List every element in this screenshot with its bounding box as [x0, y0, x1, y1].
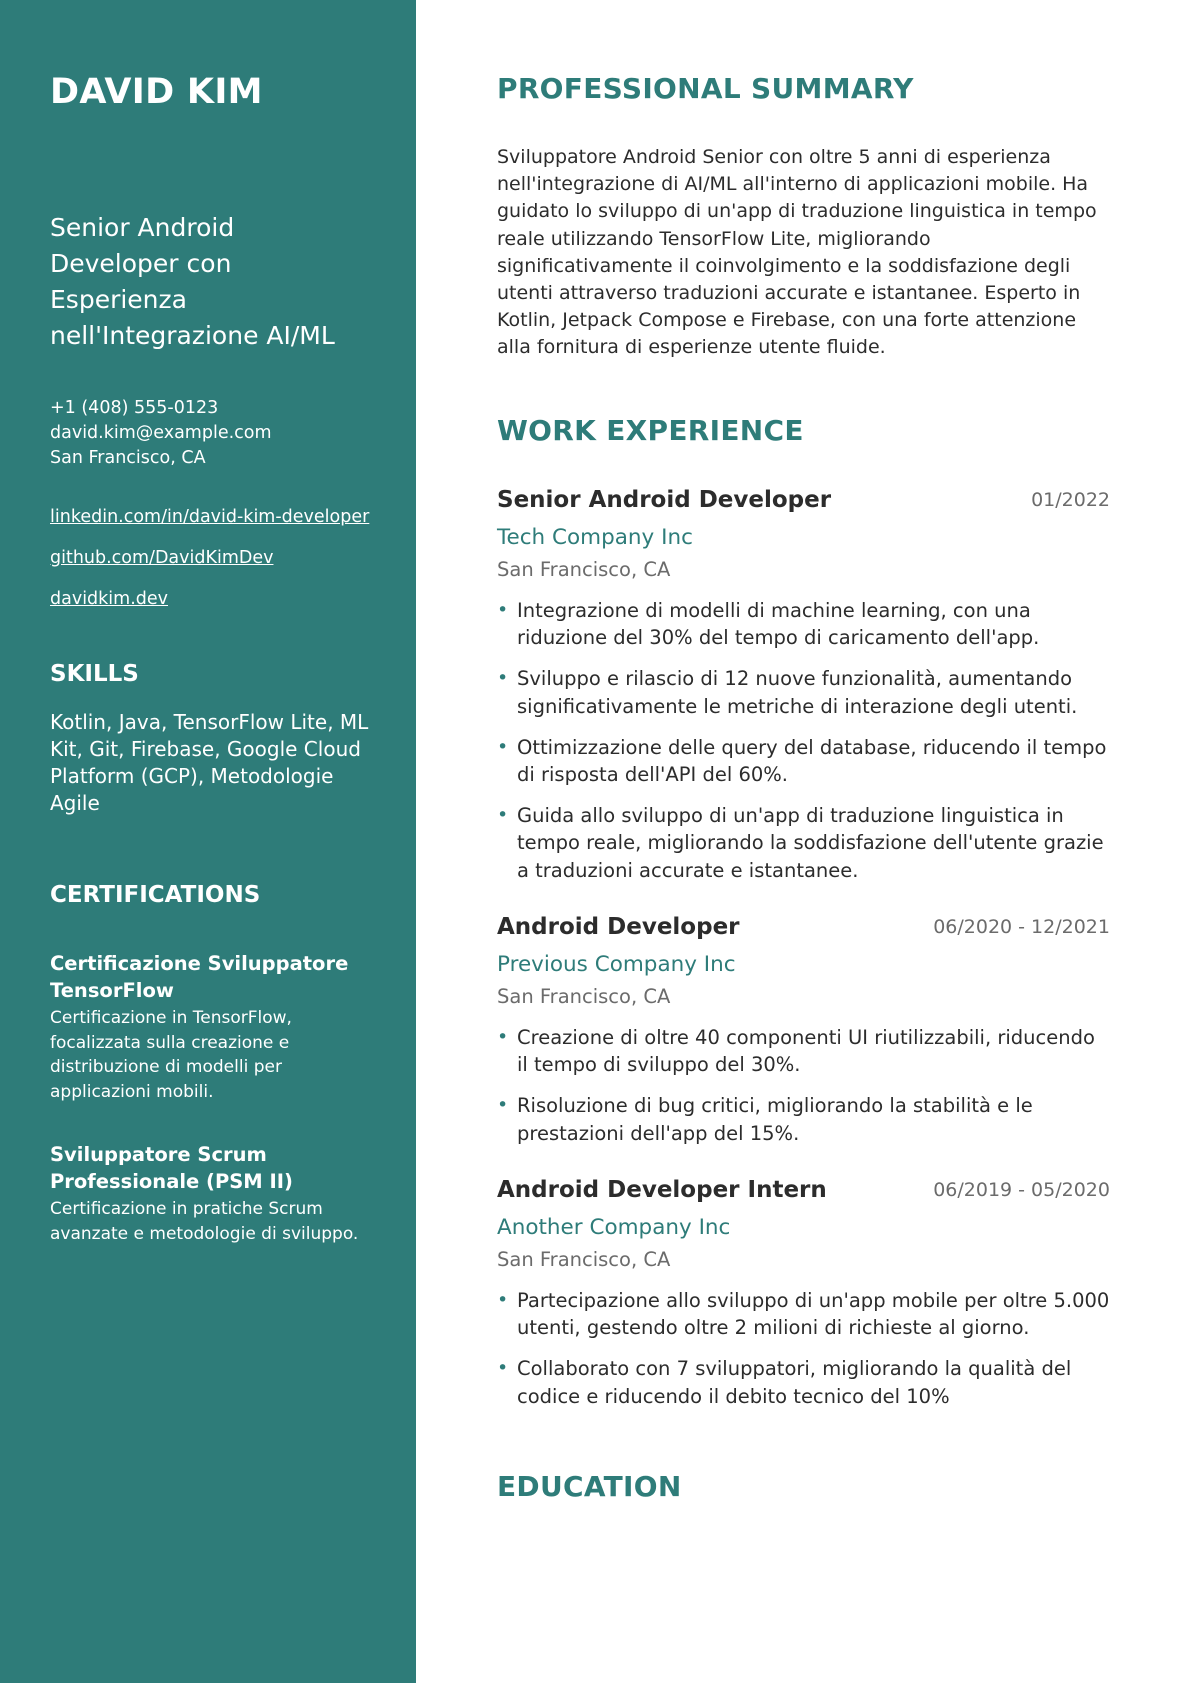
- job-location: San Francisco, CA: [497, 558, 671, 581]
- job-date: 06/2020 - 12/2021: [933, 916, 1110, 938]
- job-bullets: [497, 597, 1110, 884]
- headline: Senior Android Developer con Esperienza nell'Integrazione AI/ML: [50, 213, 335, 350]
- certification-title: Certificazione Sviluppatore TensorFlow: [50, 952, 349, 1002]
- github-link[interactable]: github.com/DavidKimDev: [50, 548, 274, 568]
- bullet-icon: •: [497, 1289, 509, 1311]
- summary-heading: PROFESSIONAL SUMMARY: [497, 72, 914, 105]
- job-entry: [497, 487, 1110, 898]
- certifications-heading: CERTIFICATIONS: [50, 882, 261, 908]
- bullet-icon: •: [497, 599, 509, 621]
- bullet-icon: •: [497, 804, 509, 827]
- candidate-name: DAVID KIM: [50, 72, 263, 112]
- list-item: • Collaborato con 7 sviluppatori, migliorando la qualità del codice e riducendo il debito tecnico del 10%: [497, 1357, 1072, 1408]
- job-entry: [497, 1177, 1110, 1424]
- list-item: • Integrazione di modelli di machine learning, con una riduzione del 30% del tempo di caricamento dell'app.: [497, 599, 1040, 650]
- main-content: [416, 0, 1190, 1683]
- list-item: • Sviluppo e rilascio di 12 nuove funzionalità, aumentando significativamente le metriche di interazione degli utenti.: [497, 667, 1078, 718]
- job-date: 06/2019 - 05/2020: [933, 1179, 1110, 1201]
- certification-title: Sviluppatore Scrum Professionale (PSM II): [50, 1143, 293, 1193]
- certification-description: Certificazione in TensorFlow, focalizzata sulla creazione e distribuzione di modelli per applicazioni mobili.: [50, 1008, 292, 1102]
- bullet-icon: •: [497, 1094, 509, 1117]
- list-item: • Partecipazione allo sviluppo di un'app mobile per oltre 5.000 utenti, gestendo oltre 2 milioni di richieste al giorno.: [497, 1289, 1110, 1340]
- skills-list: Kotlin, Java, TensorFlow Lite, ML Kit, Git, Firebase, Google Cloud Platform (GCP), Metodologie Agile: [50, 710, 369, 815]
- company-name: Another Company Inc: [497, 1215, 731, 1240]
- location: San Francisco, CA: [50, 448, 206, 468]
- list-item: • Creazione di oltre 40 componenti UI riutilizzabili, riducendo il tempo di sviluppo del 30%.: [497, 1026, 1095, 1077]
- contact-info: [50, 396, 272, 471]
- linkedin-link[interactable]: linkedin.com/in/david-kim-developer: [50, 507, 370, 527]
- job-bullets: [497, 1287, 1110, 1410]
- list-item: • Risoluzione di bug critici, migliorando la stabilità e le prestazioni dell'app del 15%.: [497, 1094, 1033, 1145]
- skills-heading: SKILLS: [50, 661, 139, 687]
- job-bullets: [497, 1024, 1110, 1147]
- job-date: 01/2022: [1031, 489, 1110, 511]
- certification-item: [50, 1141, 370, 1246]
- bullet-icon: •: [497, 667, 509, 690]
- bullet-icon: •: [497, 1026, 509, 1048]
- job-location: San Francisco, CA: [497, 985, 671, 1008]
- education-heading: EDUCATION: [497, 1470, 682, 1503]
- list-item: • Guida allo sviluppo di un'app di traduzione linguistica in tempo reale, migliorando la soddisfazione dell'utente grazie a traduzioni accurate e istantanee.: [497, 804, 1104, 882]
- company-name: Previous Company Inc: [497, 952, 736, 977]
- job-title: Android Developer: [497, 914, 740, 940]
- job-location: San Francisco, CA: [497, 1248, 671, 1271]
- certification-description: Certificazione in pratiche Scrum avanzate e metodologie di sviluppo.: [50, 1199, 359, 1244]
- email: david.kim@example.com: [50, 423, 272, 443]
- sidebar: [0, 0, 416, 1683]
- list-item: • Ottimizzazione delle query del database, riducendo il tempo di risposta dell'API del 60%.: [497, 735, 1107, 787]
- job-title: Android Developer Intern: [497, 1177, 827, 1203]
- summary-text: Sviluppatore Android Senior con oltre 5 anni di esperienza nell'integrazione di AI/ML all'interno di applicazioni mobile. Ha guidato lo sviluppo di un'app di traduzione linguistica in tempo reale utilizzando TensorFlow Lite, migliorando significativamente il coinvolgimento e la soddisfazione degli utenti attraverso traduzioni accurate e istantanee. Esperto in Kotlin, Jetpack Compose e Firebase, con una forte attenzione alla fornitura di esperienze utente fluide.: [497, 146, 1097, 359]
- website-link[interactable]: davidkim.dev: [50, 589, 168, 609]
- phone: +1 (408) 555-0123: [50, 398, 219, 418]
- bullet-icon: •: [497, 1357, 509, 1380]
- profile-links: [50, 505, 369, 628]
- bullet-icon: •: [497, 735, 509, 758]
- company-name: Tech Company Inc: [497, 525, 693, 550]
- job-title: Senior Android Developer: [497, 487, 832, 513]
- certification-item: [50, 950, 370, 1104]
- experience-heading: WORK EXPERIENCE: [497, 414, 804, 447]
- job-entry: [497, 914, 1110, 1161]
